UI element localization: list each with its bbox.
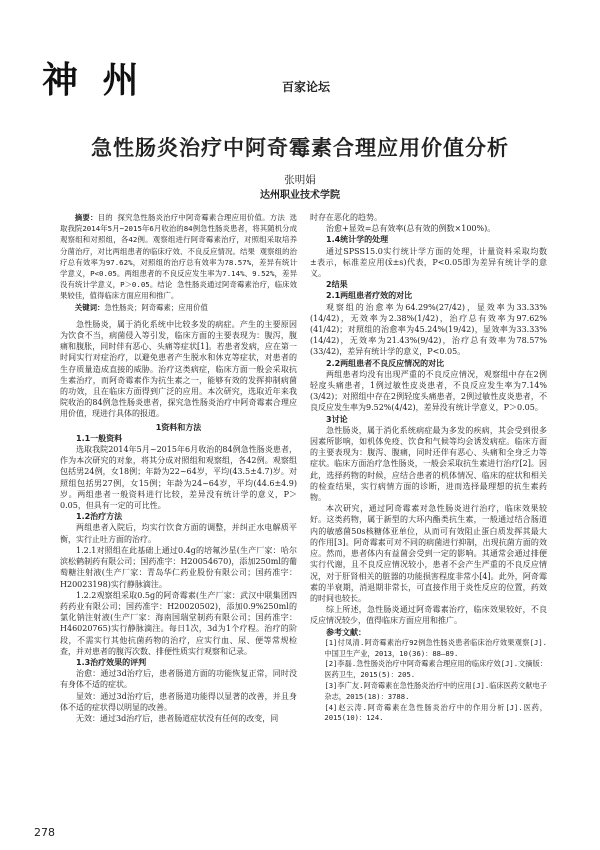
section-1-3-cure: 治愈：通过3d治疗后，患者肠道方面的功能恢复正常，同时没有身体不适的症状。 bbox=[60, 669, 297, 690]
reference-item: [1]付凤清.阿奇霉素治疗92例急性肠炎患者临床治疗效果观察[J].中国卫生产业，2013，10(36)：88—89. bbox=[324, 637, 547, 658]
section-1-heading: 1资料和方法 bbox=[155, 422, 202, 432]
section-2-1-text: 观察组的治愈率为64.29%(27/42)，显效率为33.33%(14/42)，无效率为2.38%(1/42)，治疗总有效率为97.62%(41/42)；对照组的治愈率为45.24%(19/42)，显效率为33.33%(14/42)，无效率为21.43%(9/42)，治疗总有效率为78.57%(33/42)，差异有统计学的意义，P<0.05。 bbox=[310, 302, 547, 357]
section-2-2-text: 两组患者均没有出现严重的不良反应情况，观察组中存在2例轻度头痛患者，1例过敏性皮炎患者，不良反应发生率为7.14%(3/42)；对照组中存在2例轻度头痛患者，2例过敏性皮炎患者，不良反应发生率为9.52%(4/42)，差异没有统计学意义，P＞0.05。 bbox=[310, 369, 547, 413]
section-1-2-2-text: 1.2.2观察组采取0.5g的阿奇霉素(生产厂家：武汉中联集团四药药业有限公司；国药准字：H20020502)，添加0.9%250ml的氯化钠注射液(生产厂家：海南国瑞堂制药有限公司；国药准字：H46020765)实行静脉滴注。每日1次，3d为1个疗程。治疗的阶段，不需实行其他抗菌药物的治疗，应实行血、尿、便等常规检查，并对患者的腹泻次数、排便性质实行观察和记录。 bbox=[60, 590, 297, 656]
continued-text: 时存在恶化的趋势。 bbox=[310, 213, 382, 222]
column-tag: 百家论坛 bbox=[282, 80, 331, 94]
article-title: 急性肠炎治疗中阿奇霉素合理应用价值分析 bbox=[91, 136, 509, 160]
section-1-2-1-text: 1.2.1对照组在此基础上通过0.4g的培氟沙星(生产厂家：哈尔滨松鹤制药有限公司；国药准字：H20054670)，添加250ml的葡萄糖注射液(生产厂家：青岛华仁药业股份有限公司；国药准字：H20023198)实行静脉滴注。 bbox=[60, 545, 297, 589]
page-number: 278 bbox=[34, 826, 55, 839]
section-3-heading: 3讨论 bbox=[326, 414, 348, 424]
section-1-3-ineffective: 无效：通过3d治疗后，患者肠道症状没有任何的改变，同 bbox=[76, 713, 279, 723]
journal-logo: 神 州 bbox=[42, 59, 145, 101]
section-1-3-effective: 显效：通过3d治疗后，患者肠道功能得以显著的改善，并且身体不适的症状得以明显的改善。 bbox=[60, 691, 297, 712]
right-column bbox=[310, 212, 547, 724]
intro-paragraph: 急性肠炎，属于消化系统中比较多发的病症。产生的主要原因为饮食不当，病菌侵入等引发，临床方面的主要表现为：腹泻，腹痛和腹胀，同时伴有恶心、头痛等症状[1]。若患者发病，应在第一时间实行对症治疗，以避免患者产生脱水和休克等症状，对患者的生存质量造成直接的威胁。治疗这类病症，临床方面一般会采取抗生素治疗，而阿奇霉素作为抗生素之一，能够有效的发挥抑制病菌的功效，且在临床方面得到广泛的应用。本次研究，选取近年来我院收治的84例急性肠炎患者，探究急性肠炎治疗中阿奇霉素合理应用价值，现进行具体的报道。 bbox=[60, 319, 297, 419]
discussion-paragraph-2: 本次研究，通过阿奇霉素对急性肠炎进行治疗，临床效果较好。这类药物，属于新型的大环内酯类抗生素，一般通过结合肠道内的敏感菌50s核糖体亚单位，从而可有效阻止蛋白质发挥其最大的作用[3]。阿奇霉素可对不同的病菌进行抑制，出现抗菌方面的效应。然而，患者体内有益菌会受到一定的影响。其通常会通过排便实行代谢，且不良反应情况较小，患者不会产生严重的不良反应情况，对于肝肾相关的脏器的功能损害程度非常小[4]。此外，阿奇霉素的半衰期，消退期非常长，可直接作用于炎性反应的位置，药效的时间也较长。 bbox=[310, 504, 547, 603]
keywords-label: 关键词： bbox=[74, 302, 105, 312]
keywords-text: 急性肠炎；阿奇霉素；应用价值 bbox=[104, 302, 208, 312]
section-1-4-text: 通过SPSS15.0实行统计学方面的处理，计量资料采取均数±表示，标准差应用(x̄±s)代表，P<0.05即为差异有统计学的意义。 bbox=[310, 246, 547, 279]
section-1-1-heading: 1.1一般资料 bbox=[76, 433, 123, 443]
abstract bbox=[60, 212, 297, 302]
references-heading: 参考文献： bbox=[326, 627, 366, 637]
abstract-label: 摘要： bbox=[74, 213, 98, 222]
reference-item: [4]赵云涛.阿奇霉素在急性肠炎治疗中的作用分析[J].医药，2015(10)：124. bbox=[324, 702, 547, 723]
section-2-heading: 2结果 bbox=[326, 280, 348, 290]
section-2-2-heading: 2.2两组患者不良反应情况的对比 bbox=[326, 358, 445, 368]
keywords bbox=[60, 302, 297, 313]
section-1-3-heading: 1.3治疗效果的评判 bbox=[76, 657, 147, 667]
section-2-1-heading: 2.1两组患者疗效的对比 bbox=[326, 291, 413, 301]
article-author: 张明娟 bbox=[284, 174, 316, 186]
discussion-paragraph-1: 急性肠炎，属于消化系统病症最为多发的疾病，其会受到很多因素所影响，如机体免疫、饮食和气候等均会诱发病症。临床方面的主要表现为：腹泻、腹痛，同时还伴有恶心、头痛和全身乏力等症状。临床方面治疗急性肠炎，一般会采取抗生素进行治疗[2]。因此，选择药物的时候，应结合患者的机体情况、临床的症状和相关的检查结果，实行病情方面的诊断，进而选择最理想的抗生素药物。 bbox=[310, 425, 547, 503]
discussion-paragraph-3: 综上所述，急性肠炎通过阿奇霉素治疗，临床效果较好，不良反应情况较少，值得临床方面应用和推广。 bbox=[310, 605, 547, 626]
section-1-2-text: 两组患者入院后，均实行饮食方面的调整，并纠正水电解质平衡，实行止吐方面的治疗。 bbox=[60, 523, 297, 544]
formula-text: 治愈+显效=总有效率(总有效的例数×100%)。 bbox=[326, 224, 496, 234]
left-column bbox=[60, 212, 297, 724]
section-1-4-heading: 1.4统计学的处理 bbox=[326, 235, 389, 245]
abstract-text: 目的 探究急性肠炎治疗中阿奇霉素合理应用价值。方法 选取我院2014年5月~2015年6月收治的84例急性肠炎患者，将其随机分成观察组和对照组，各42例。观察组进行阿奇霉素治疗，对照组采取培养分菌治疗，对比两组患者的临床疗效、不良反应情况。结果 观察组的治疗总有效率为97.62%，对照组的治疗总有效率为78.57%，差异有统计学意义，P<0.05。两组患者的不良反应发生率为7.14%、9.52%，差异没有统计学意义，P＞0.05。结论 急性肠炎通过阿奇霉素治疗，临床效果较佳，值得临床方面应用和推广。 bbox=[60, 213, 297, 301]
reference-item: [3]李广友.阿奇霉素在急性肠炎治疗中的应用[J].临床医药文献电子杂志，2015(18)：3788. bbox=[324, 680, 547, 701]
reference-item: [2]李磊.急性肠炎治疗中阿奇霉素合理应用的临床疗效[J].文摘版：医药卫生，2015(5)：205. bbox=[324, 659, 547, 680]
section-1-1-text: 选取我院2014年5月~2015年6月收治的84例急性肠炎患者，作为本次研究的对象，将其分成对照组和观察组，各42例。观察组包括男24例，女18例；年龄为22~64岁，平均(43.5±4.7)岁。对照组包括男27例，女15例；年龄为24~64岁，平均(44.6±4.9)岁。两组患者一般资料进行比较，差异没有统计学的意义，P＞0.05，但具有一定的可比性。 bbox=[60, 445, 297, 511]
article-affiliation: 达州职业技术学院 bbox=[260, 190, 340, 201]
section-1-2-heading: 1.2治疗方法 bbox=[76, 512, 123, 522]
